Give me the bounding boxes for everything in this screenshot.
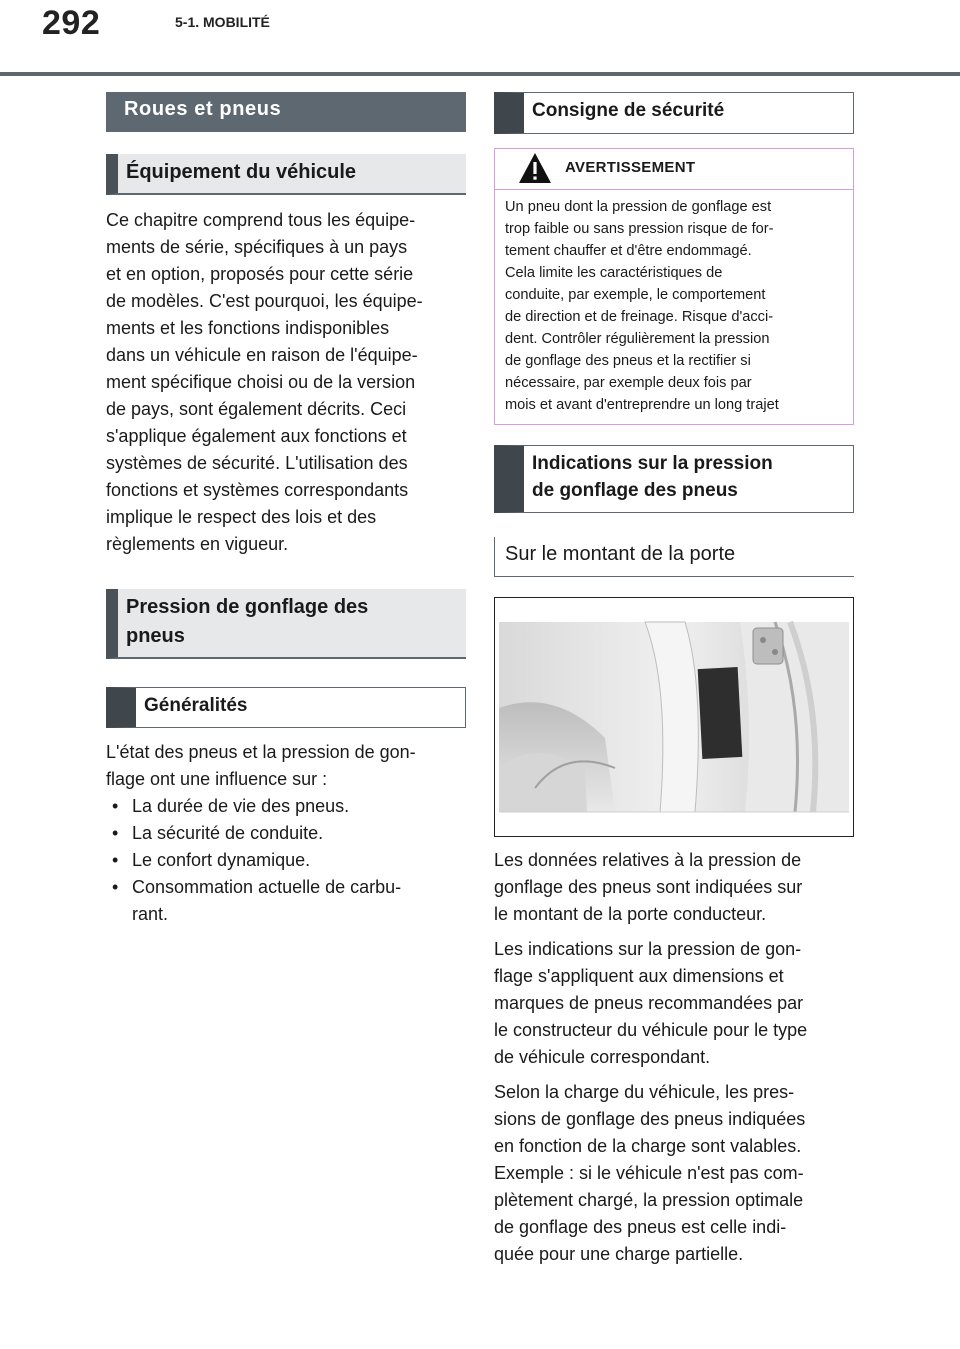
chapter-title: 5-1. MOBILITÉ: [175, 14, 270, 30]
bullet-marker: •: [112, 796, 119, 816]
list-item: • Le confort dynamique.: [106, 847, 466, 874]
bullet-marker: •: [112, 877, 119, 897]
indications-heading: Indications sur la pression de gonflage des pneus: [494, 445, 854, 513]
tire-pressure-label: [698, 667, 743, 759]
door-pillar-illustration: [494, 597, 854, 837]
warning-text: Un pneu dont la pression de gonflage est trop faible ou sans pression risque de for- tement chauffer et d'être endommagé. Cela limite les caractéristiques de conduite, par exemple, le comportement de direction et de freinage. Risque d'acci- dent. Contrôler régulièrement la pression de gonflage des pneus et la rectifier si nécessaire, par exemple deux fois par mois et avant d'entreprendre un long trajet: [505, 199, 779, 413]
warning-title: AVERTISSEMENT: [565, 159, 696, 176]
equipment-text: Ce chapitre comprend tous les équipe- ments de série, spécifiques à un pays et en option, proposés pour cette série de modèles. C'est pourquoi, les équipe- ments et les fonctions indisponibles dans un véhicule en raison de l'équipe- ment spécifique choisi ou de la version de pays, sont également décrits. Ceci s'applique également aux fonctions et systèmes de sécurité. L'utilisation des fonctions et systèmes correspondants implique le respect des lois et des règlements en vigueur.: [106, 210, 423, 554]
bullet-marker: •: [112, 823, 119, 843]
list-item: • La sécurité de conduite.: [106, 820, 466, 847]
general-intro: L'état des pneus et la pression de gon- flage ont une influence sur :: [106, 742, 416, 789]
equipment-heading: Équipement du véhicule: [106, 154, 466, 195]
warning-box: [494, 148, 854, 425]
influence-list: [106, 793, 466, 928]
warning-header: [495, 149, 853, 190]
bullet-marker: •: [112, 850, 119, 870]
section-title: Roues et pneus: [106, 92, 466, 132]
list-item: • La durée de vie des pneus.: [106, 793, 466, 820]
page-number: 292: [42, 4, 101, 42]
safety-heading: Consigne de sécurité: [494, 92, 854, 134]
left-column: [106, 92, 466, 928]
pressure-heading: Pression de gonflage des pneus: [106, 589, 466, 659]
door-pillar-heading: Sur le montant de la porte: [494, 537, 854, 577]
header-rule: [0, 72, 960, 76]
warning-triangle-icon: [517, 151, 553, 190]
dimensions-paragraph: Les indications sur la pression de gon- flage s'appliquent aux dimensions et marques de pneus recommandées par le constructeur du véhicule pour le type de véhicule correspondant.: [494, 939, 808, 1067]
door-pillar-drawing: [495, 598, 853, 836]
list-item: • Consommation actuelle de carbu- rant.: [106, 874, 466, 928]
right-column: [494, 92, 854, 1268]
general-heading: Généralités: [106, 687, 466, 728]
pillar-info-paragraph: Les données relatives à la pression de gonflage des pneus sont indiquées sur le montant de la porte conducteur.: [494, 850, 803, 924]
load-paragraph: Selon la charge du véhicule, les pres- sions de gonflage des pneus indiquées en fonction de la charge sont valables. Exemple : si le véhicule n'est pas com- plètement chargé, la pression optimale de gonflage des pneus est celle indi- quée pour une charge partielle.: [494, 1082, 806, 1264]
page-header: [0, 0, 960, 76]
